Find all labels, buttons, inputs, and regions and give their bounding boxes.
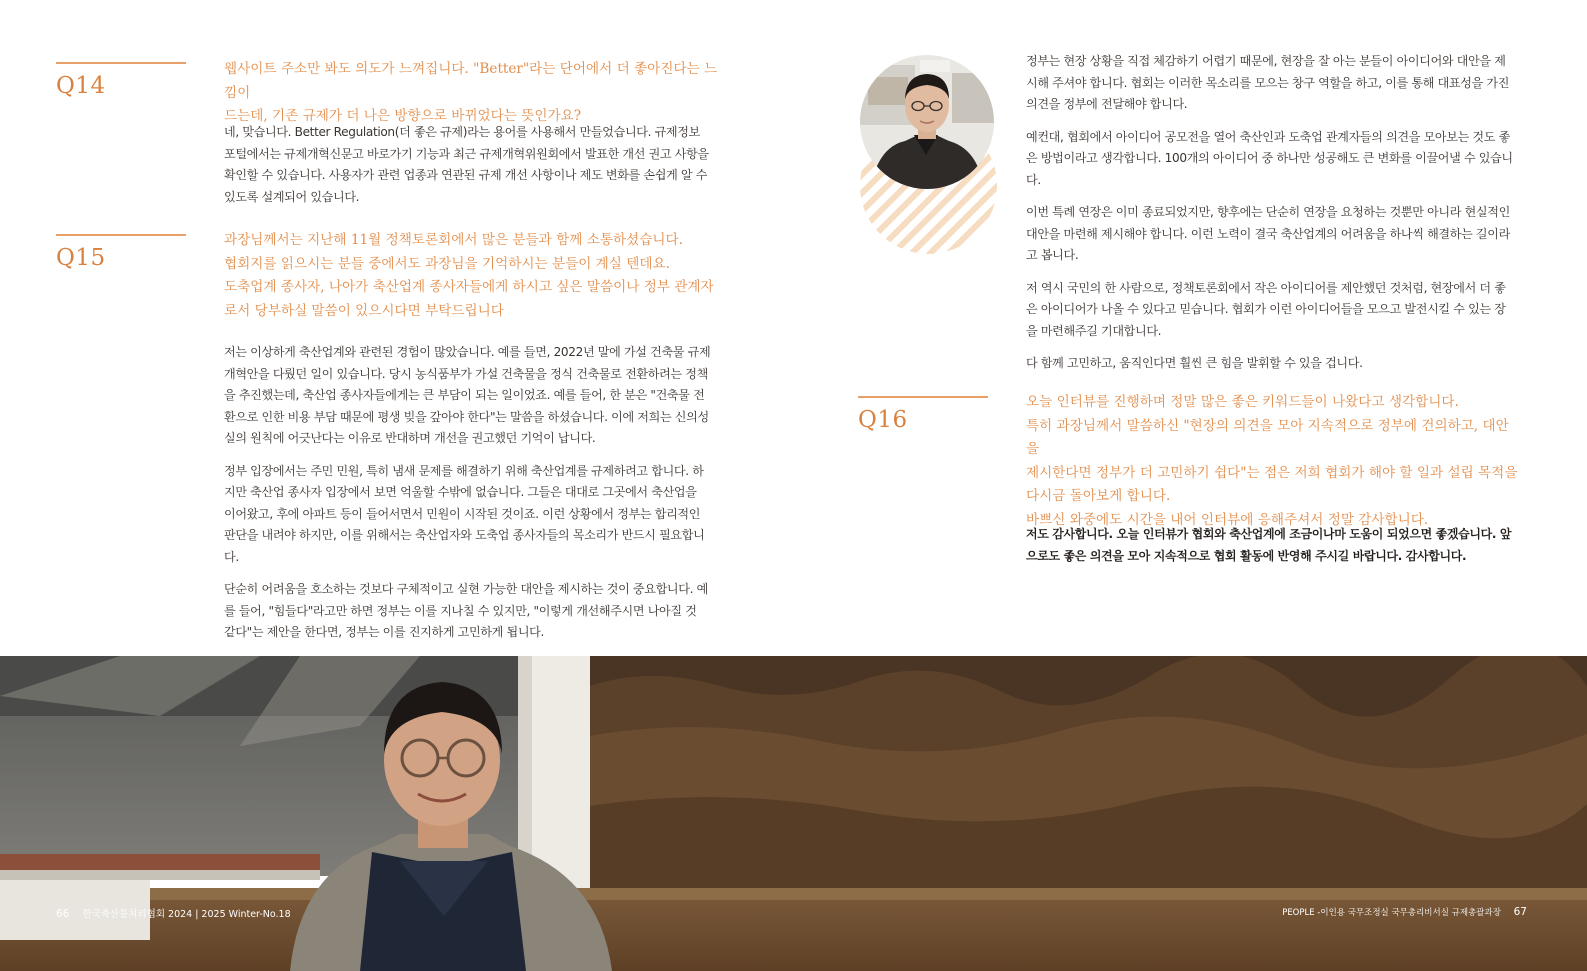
q15-answer-paragraph: 저는 이상하게 축산업계와 관련된 경험이 많았습니다. 예를 들면, 2022년 말에 가설 건축물 규제 개혁안을 다뤘던 일이 있습니다. 당시 농식품부가 가설 건축물을 정식 건축물로 전환하려는 정책을 추진했는데, 축산업 종사자들에게는 큰 부담이 되는 일이었죠. 예를 들어, 한 분은 "건축물 전환으로 인한 비용 부담 때문에 평생 빚을 갚아야 한다"는 말씀을 하셨습니다. 이에 저희는 신의성실의 원칙에 어긋난다는 이유로 반대하며 개선을 권고했던 기억이 납니다. [224,345,711,445]
q15-marker [56,234,186,271]
continued-paragraph: 다 함께 고민하고, 움직인다면 훨씬 큰 힘을 발휘할 수 있을 겁니다. [1026,356,1363,370]
q15-rule [56,234,186,236]
left-page-number: 66 [56,908,70,920]
q14-question-line: 웹사이트 주소만 봐도 의도가 느껴집니다. "Better"라는 단어에서 더 좋아진다는 느낌이 [224,61,718,101]
q15-label: Q15 [56,245,106,271]
q14-answer [224,122,711,219]
q15-question-line: 로서 당부하실 말씀이 있으시다면 부탁드립니다 [224,302,504,319]
right-page-number: 67 [1513,906,1527,918]
interviewee-outdoor-photo [0,656,1587,971]
q14-rule [56,62,186,64]
continued-paragraph: 예컨대, 협회에서 아이디어 공모전을 열어 축산인과 도축업 관계자들의 의견을 모아보는 것도 좋은 방법이라고 생각합니다. 100개의 아이디어 중 하나만 성공해도 큰 변화를 이끌어낼 수 있습니다. [1026,129,1513,187]
q14-question [224,58,719,129]
q14-label: Q14 [56,73,106,99]
q16-question-line: 다시금 돌아보게 합니다. [1026,488,1171,504]
footer-left [56,906,291,920]
q14-answer-paragraph: 네, 맞습니다. Better Regulation(더 좋은 규제)라는 용어를 사용해서 만들었습니다. 규제정보 포털에서는 규제개혁신문고 바로가기 기능과 최근 규제개혁위원회에서 발표한 개선 권고 사항을 확인할 수 있습니다. 사용자가 관련 업종과 연관된 규제 개선 사항이나 제도 변화를 손쉽게 알 수 있도록 설계되어 있습니다. [224,125,709,204]
continued-paragraph: 저 역시 국민의 한 사람으로, 정책토론회에서 작은 아이디어를 제안했던 것처럼, 현장에서 더 좋은 아이디어가 나올 수 있다고 믿습니다. 협회가 이런 아이디어들을 모으고 발전시킬 수 있는 장을 마련해주길 기대합니다. [1026,280,1506,338]
q15-answer-continued [1026,51,1514,386]
q15-question [224,229,719,323]
q16-question-line: 오늘 인터뷰를 진행하며 정말 많은 좋은 키워드들이 나왔다고 생각합니다. [1026,394,1459,410]
q16-label: Q16 [858,407,908,433]
continued-paragraph: 이번 특례 연장은 이미 종료되었지만, 향후에는 단순히 연장을 요청하는 것뿐만 아니라 현실적인 대안을 마련해 제시해야 합니다. 이런 노력이 결국 축산업계의 어려움을 하나씩 해결하는 길이라고 봅니다. [1026,205,1510,262]
q16-answer [1026,524,1516,578]
q15-answer-paragraph: 단순히 어려움을 호소하는 것보다 구체적이고 실현 가능한 대안을 제시하는 것이 중요합니다. 예를 들어, "힘들다"라고만 하면 정부는 이를 지나칠 수 있지만, "이렇게 개선해주시면 나아질 것 같다"는 제안을 한다면, 정부는 이를 진지하게 고민하게 됩니다. [224,582,708,639]
q15-answer [224,342,711,655]
q16-question-line: 제시한다면 정부가 더 고민하기 쉽다"는 점은 저희 협회가 해야 할 일과 설립 목적을 [1026,464,1518,481]
continued-paragraph: 정부는 현장 상황을 직접 체감하기 어렵기 때문에, 현장을 잘 아는 분들이 아이디어와 대안을 제시해 주셔야 합니다. 협회는 이러한 목소리를 모으는 창구 역할을 하고, 이를 통해 대표성을 가진 의견을 정부에 전달해야 합니다. [1026,54,1510,111]
q16-question-line: 특히 과장님께서 말씀하신 "현장의 의견을 모아 지속적으로 정부에 건의하고, 대안을 [1026,417,1509,457]
q15-answer-paragraph: 정부 입장에서는 주민 민원, 특히 냄새 문제를 해결하기 위해 축산업계를 규제하려고 합니다. 하지만 축산업 종사자 입장에서 보면 억울할 수밖에 없습니다. 그들은 대대로 그곳에서 축산업을 이어왔고, 후에 아파트 등이 들어서면서 민원이 시작된 것이죠. 이런 상황에서 정부는 합리적인 판단을 내려야 하지만, 이를 위해서는 축산업자와 도축업 종사자들의 목소리가 반드시 필요합니다. [224,463,705,564]
footer-left-text: 한국축산물처리협회 2024 | 2025 Winter-No.18 [82,909,291,920]
q16-question-line: 바쁘신 와중에도 시간을 내어 인터뷰에 응해주셔서 정말 감사합니다. [1026,511,1429,528]
q16-answer-paragraph: 저도 감사합니다. 오늘 인터뷰가 협회와 축산업계에 조금이나마 도움이 되었으면 좋겠습니다. 앞으로도 좋은 의견을 모아 지속적으로 협회 활동에 반영해 주시길 바랍니다. 감사합니다. [1026,527,1512,563]
q15-question-line: 도축업계 종사자, 나아가 축산업계 종사자들에게 하시고 싶은 말씀이나 정부 관계자 [224,279,714,295]
interviewee-portrait [860,55,1000,260]
q14-marker [56,62,186,99]
footer-right-text: PEOPLE -이인용 국무조정실 국무총리비서실 규제총괄과장 [1282,908,1501,918]
q16-marker [858,396,988,433]
q16-question [1026,391,1521,532]
portrait-photo [860,55,994,189]
footer-right [1282,906,1527,918]
q15-question-line: 협회지를 읽으시는 분들 중에서도 과장님을 기억하시는 분들이 계실 텐데요. [224,255,670,272]
q15-question-line: 과장님께서는 지난해 11월 정책토론회에서 많은 분들과 함께 소통하셨습니다. [224,232,683,248]
q16-rule [858,396,988,398]
q14-question-line: 드는데, 기존 규제가 더 나은 방향으로 바뀌었다는 뜻인가요? [224,108,582,124]
